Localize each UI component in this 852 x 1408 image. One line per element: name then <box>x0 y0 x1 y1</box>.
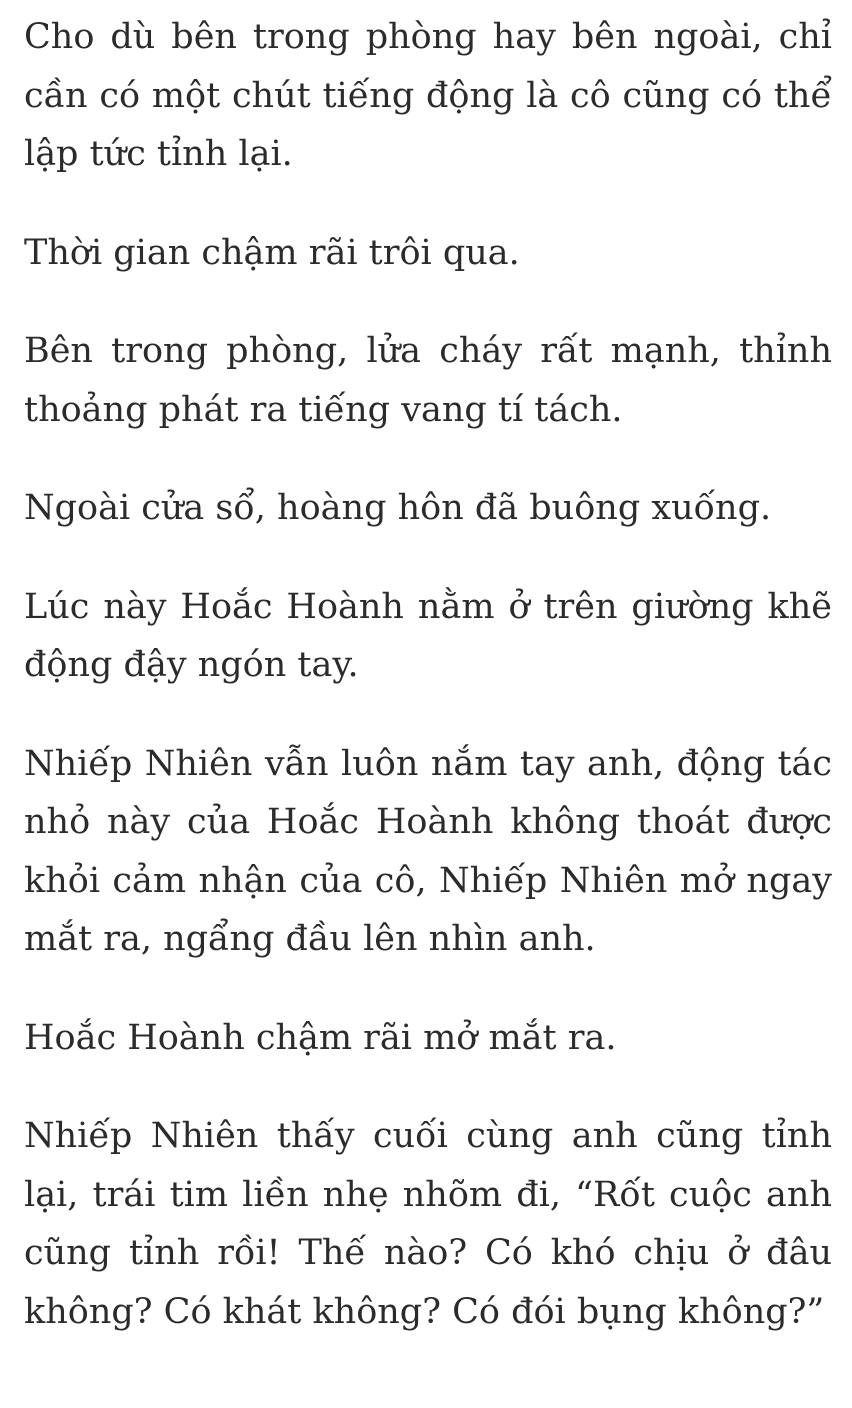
paragraph-4: Ngoài cửa sổ, hoàng hôn đã buông xuống. <box>24 488 772 528</box>
paragraph-8: Nhiếp Nhiên thấy cuối cùng anh cũng tỉnh lại, trái tim liền nhẹ nhõm đi, “Rốt cuộc anh cũng tỉnh rồi! Thế nào? Có khó chịu ở đâu không? Có khát không? Có đói bụng không?” <box>24 1116 832 1332</box>
paragraph-6: Nhiếp Nhiên vẫn luôn nắm tay anh, động tác nhỏ này của Hoắc Hoành không thoát được khỏi cảm nhận của cô, Nhiếp Nhiên mở ngay mắt ra, ngẩng đầu lên nhìn anh. <box>24 743 832 959</box>
paragraph-3: Bên trong phòng, lửa cháy rất mạnh, thỉnh thoảng phát ra tiếng vang tí tách. <box>24 331 832 430</box>
reading-content <box>24 8 832 1341</box>
paragraph-2: Thời gian chậm rãi trôi qua. <box>24 232 520 273</box>
paragraph-1: Cho dù bên trong phòng hay bên ngoài, chỉ cần có một chút tiếng động là cô cũng có thể lập tức tỉnh lại. <box>24 17 832 174</box>
paragraph-5: Lúc này Hoắc Hoành nằm ở trên giường khẽ động đậy ngón tay. <box>24 586 832 685</box>
paragraph-7: Hoắc Hoành chậm rãi mở mắt ra. <box>24 1017 617 1058</box>
